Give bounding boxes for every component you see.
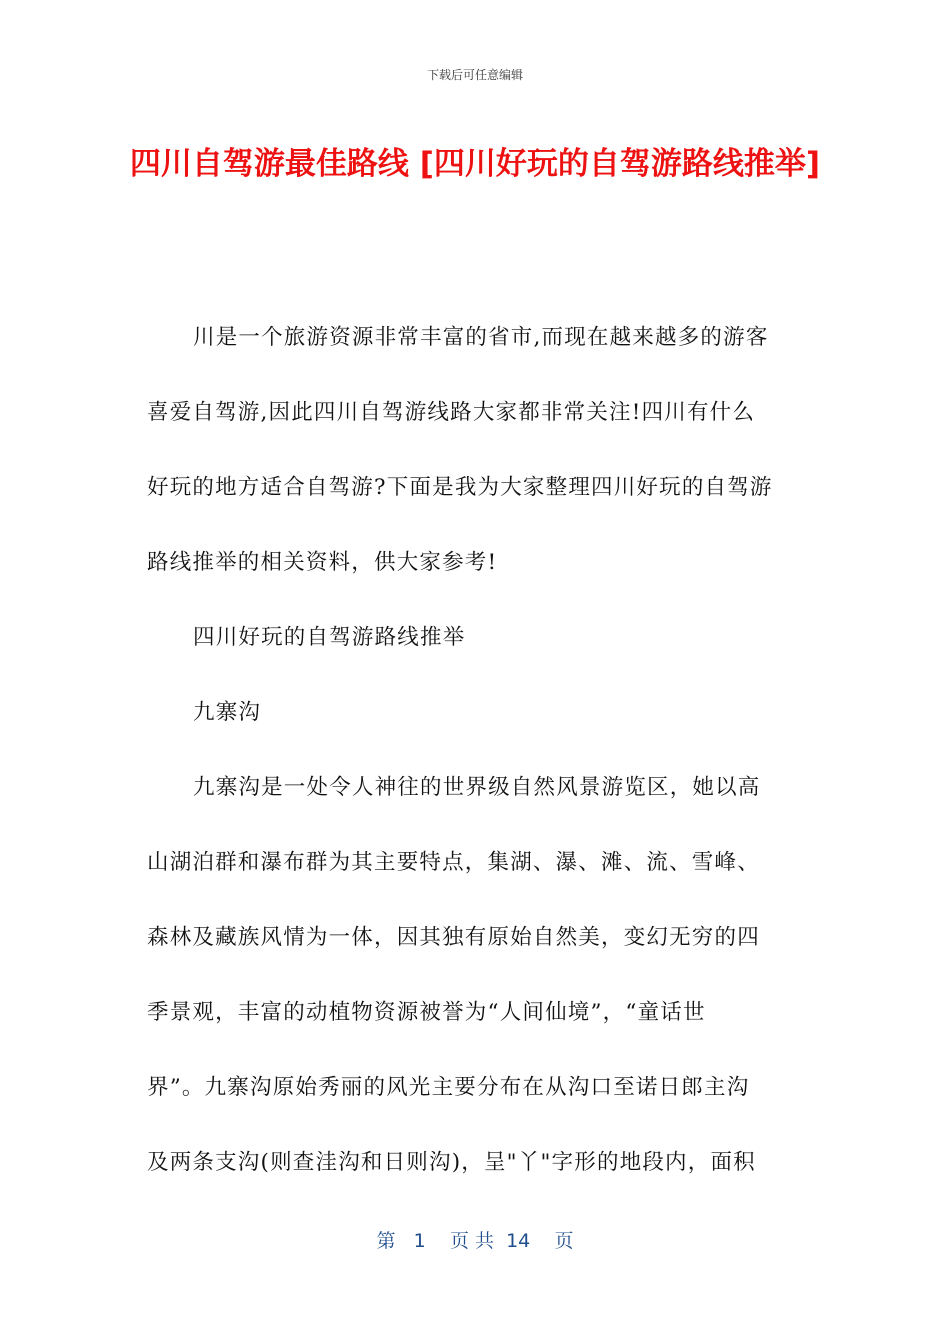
text-line: 九寨沟是一处令人神往的世界级自然风景游览区，她以高 — [193, 775, 761, 800]
text-line: 喜爱自驾游,因此四川自驾游线路大家都非常关注!四川有什么 — [147, 400, 756, 425]
text-line: 山湖泊群和瀑布群为其主要特点，集湖、瀑、滩、流、雪峰、 — [147, 850, 760, 875]
text-line: 路线推举的相关资料，供大家参考! — [147, 550, 498, 575]
text-line: 好玩的地方适合自驾游?下面是我为大家整理四川好玩的自驾游 — [147, 475, 773, 500]
text-line: 川是一个旅游资源非常丰富的省市,而现在越来越多的游客 — [193, 325, 769, 350]
footer-middle: 页 共 — [449, 1230, 494, 1252]
text-line: 界”。九寨沟原始秀丽的风光主要分布在从沟口至诺日郎主沟 — [147, 1075, 750, 1100]
footer-page-number: 1 — [413, 1230, 426, 1252]
footer-suffix: 页 — [554, 1230, 574, 1252]
page-footer — [0, 1226, 950, 1253]
footer-prefix: 第 — [376, 1230, 396, 1252]
footer-total-pages: 14 — [506, 1230, 531, 1252]
text-line: 森林及藏族风情为一体，因其独有原始自然美，变幻无穷的四 — [147, 925, 760, 950]
intro-paragraph — [147, 318, 807, 1218]
sub-heading: 九寨沟 — [193, 700, 262, 725]
text-line: 季景观，丰富的动植物资源被誉为“人间仙境”，“童话世 — [147, 1000, 706, 1025]
document-title: 四川自驾游最佳路线 [四川好玩的自驾游路线推举] — [129, 146, 821, 182]
text-line: 及两条支沟(则查洼沟和日则沟)，呈"丫"字形的地段内，面积 — [147, 1150, 756, 1175]
section-heading: 四川好玩的自驾游路线推举 — [193, 625, 466, 650]
header-note: 下载后可任意编辑 — [426, 68, 523, 82]
